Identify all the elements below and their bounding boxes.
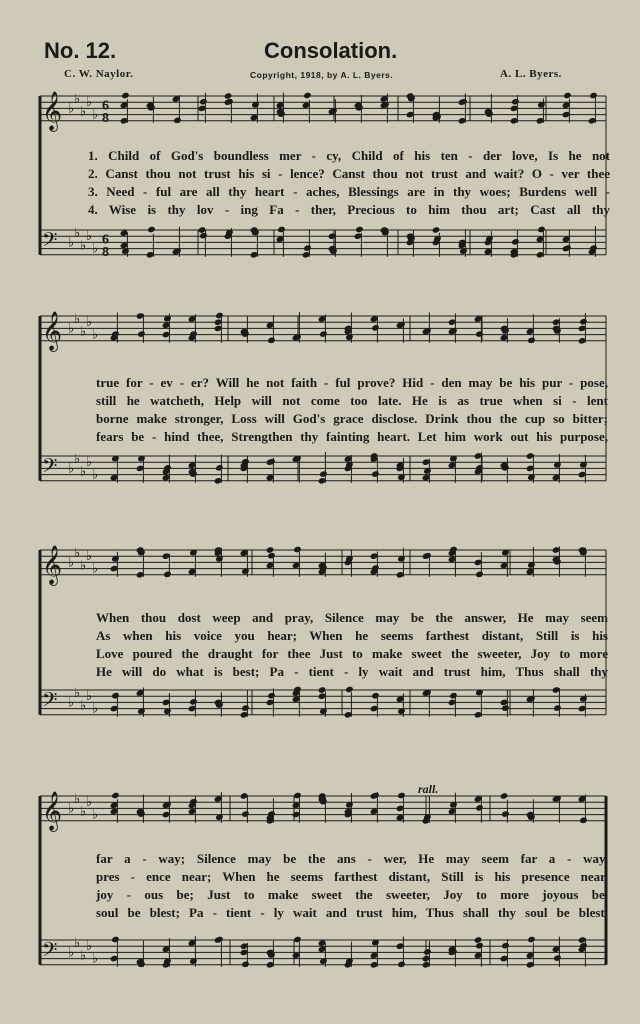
flat-icon: ♭ bbox=[80, 948, 87, 964]
lyric-line: far a - way; Silence may be the ans - wer, He may seem far a - way. bbox=[96, 851, 608, 866]
lyric-line: When thou dost weep and pray, Silence may be the answer, He may seem bbox=[96, 610, 608, 625]
notehead bbox=[267, 692, 276, 700]
flat-icon: ♭ bbox=[68, 945, 75, 961]
flat-icon: ♭ bbox=[86, 549, 93, 565]
notehead bbox=[589, 92, 598, 100]
notehead bbox=[241, 704, 250, 712]
flat-icon: ♭ bbox=[86, 95, 93, 111]
notehead bbox=[527, 936, 536, 944]
notehead bbox=[553, 954, 562, 962]
flat-icon: ♭ bbox=[74, 792, 81, 808]
flat-icon: ♭ bbox=[92, 701, 99, 717]
flat-icon: ♭ bbox=[80, 464, 87, 480]
flat-icon: ♭ bbox=[92, 561, 99, 577]
flat-icon: ♭ bbox=[68, 555, 75, 571]
notehead bbox=[371, 324, 380, 332]
notehead bbox=[371, 692, 380, 700]
flat-icon: ♭ bbox=[74, 452, 81, 468]
bass-clef-icon: 𝄢 bbox=[42, 687, 58, 716]
notehead bbox=[397, 961, 406, 969]
notehead bbox=[475, 571, 484, 579]
lyric-line: fears be - hind thee, Strengthen thy fainting heart. Let him work out his purpose, bbox=[96, 429, 608, 444]
tempo-direction: rall. bbox=[418, 782, 439, 796]
notehead bbox=[449, 692, 458, 700]
notehead bbox=[266, 546, 275, 554]
flat-icon: ♭ bbox=[68, 101, 75, 117]
notehead bbox=[111, 936, 120, 944]
notehead bbox=[163, 571, 172, 579]
copyright-notice: Copyright, 1918, by A. L. Byers. bbox=[250, 70, 394, 80]
notehead bbox=[579, 318, 588, 326]
flat-icon: ♭ bbox=[80, 698, 87, 714]
notehead bbox=[345, 686, 354, 694]
lyric-line: borne make stronger, Loss will God's grace disclose. Drink thou the cup so bitter; bbox=[96, 411, 608, 426]
notehead bbox=[319, 330, 328, 338]
bass-clef-icon: 𝄢 bbox=[42, 227, 58, 256]
notehead bbox=[121, 92, 130, 100]
bass-clef-icon: 𝄢 bbox=[42, 937, 58, 966]
time-signature: 6 bbox=[102, 232, 109, 248]
time-signature: 8 bbox=[102, 244, 109, 260]
notehead bbox=[474, 936, 483, 944]
notehead bbox=[563, 92, 572, 100]
lyric-line: still he watcheth, Help will not come too late. He is as true when si - lent bbox=[96, 393, 608, 408]
notehead bbox=[224, 92, 233, 100]
flat-icon: ♭ bbox=[74, 936, 81, 952]
notehead bbox=[397, 792, 406, 800]
notehead bbox=[500, 792, 509, 800]
notehead bbox=[527, 337, 536, 345]
notehead bbox=[199, 98, 208, 106]
lyric-line: 3. Need - ful are all thy heart - aches, Blessings are in thy woes; Burdens well - bbox=[88, 184, 610, 199]
lyric-line: He will do what is best; Pa - tient - ly wait and trust him, Thus shall thy bbox=[96, 664, 608, 679]
author-credit: C. W. Naylor. bbox=[64, 68, 134, 80]
flat-icon: ♭ bbox=[80, 804, 87, 820]
notehead bbox=[537, 226, 546, 234]
flat-icon: ♭ bbox=[92, 467, 99, 483]
lyric-line: 2. Canst thou not trust his si - lence? Canst thou not trust and wait? O - ver thee bbox=[88, 166, 610, 181]
notehead bbox=[173, 117, 182, 125]
notehead bbox=[319, 470, 328, 478]
notehead bbox=[432, 226, 441, 234]
notehead bbox=[267, 552, 276, 560]
notehead bbox=[241, 961, 250, 969]
treble-clef-icon: 𝄞 bbox=[42, 311, 63, 352]
flat-icon: ♭ bbox=[68, 461, 75, 477]
notehead bbox=[137, 330, 146, 338]
lyric-line: true for - ev - er? Will he not faith - ful prove? Hid - den may be his pur - pose, bbox=[96, 375, 608, 390]
notehead bbox=[111, 692, 120, 700]
notehead bbox=[355, 226, 364, 234]
notehead bbox=[189, 698, 198, 706]
notehead bbox=[303, 244, 312, 252]
notehead bbox=[111, 792, 120, 800]
flat-icon: ♭ bbox=[86, 315, 93, 331]
flat-icon: ♭ bbox=[74, 226, 81, 242]
notehead bbox=[267, 337, 276, 345]
notehead bbox=[511, 238, 520, 246]
flat-icon: ♭ bbox=[80, 558, 87, 574]
lyric-line: pres - ence near; When he seems farthest distant, Still is his presence near. bbox=[96, 869, 608, 884]
notehead bbox=[277, 226, 286, 234]
lyric-line: Love poured the draught for thee Just to make sweet the sweeter, Joy to more bbox=[96, 646, 608, 661]
time-signature: 8 bbox=[102, 110, 109, 126]
notehead bbox=[215, 312, 224, 320]
flat-icon: ♭ bbox=[68, 321, 75, 337]
notehead bbox=[371, 470, 380, 478]
notehead bbox=[501, 704, 510, 712]
flat-icon: ♭ bbox=[92, 107, 99, 123]
flat-icon: ♭ bbox=[86, 795, 93, 811]
notehead bbox=[579, 817, 588, 825]
flat-icon: ♭ bbox=[86, 229, 93, 245]
flat-icon: ♭ bbox=[68, 235, 75, 251]
bass-clef-icon: 𝄢 bbox=[42, 453, 58, 482]
hymn-title: Consolation. bbox=[264, 38, 398, 63]
notehead bbox=[423, 948, 432, 956]
flat-icon: ♭ bbox=[74, 686, 81, 702]
treble-clef-icon: 𝄞 bbox=[42, 545, 63, 586]
hymn-number: No. 12. bbox=[44, 38, 117, 63]
treble-clef-icon: 𝄞 bbox=[42, 91, 63, 132]
flat-icon: ♭ bbox=[86, 455, 93, 471]
notehead bbox=[241, 810, 250, 818]
flat-icon: ♭ bbox=[68, 801, 75, 817]
notehead bbox=[303, 92, 312, 100]
lyric-line: 4. Wise is thy lov - ing Fa - ther, Precious to him thou art; Cast all thy bbox=[88, 202, 610, 217]
notehead bbox=[501, 810, 510, 818]
notehead bbox=[199, 232, 208, 240]
notehead bbox=[215, 464, 224, 472]
flat-icon: ♭ bbox=[92, 807, 99, 823]
time-signature: 6 bbox=[102, 98, 109, 114]
notehead bbox=[501, 942, 510, 950]
notehead bbox=[511, 98, 520, 106]
notehead bbox=[475, 804, 484, 812]
flat-icon: ♭ bbox=[68, 695, 75, 711]
flat-icon: ♭ bbox=[74, 312, 81, 328]
flat-icon: ♭ bbox=[86, 939, 93, 955]
treble-clef-icon: 𝄞 bbox=[42, 791, 63, 832]
flat-icon: ♭ bbox=[80, 238, 87, 254]
notehead bbox=[475, 942, 484, 950]
flat-icon: ♭ bbox=[92, 951, 99, 967]
lyric-line: joy - ous be; Just to make sweet the sweeter, Joy to more joyous be. bbox=[96, 887, 608, 902]
flat-icon: ♭ bbox=[74, 546, 81, 562]
notehead bbox=[147, 226, 156, 234]
notehead bbox=[553, 704, 562, 712]
flat-icon: ♭ bbox=[86, 689, 93, 705]
lyric-line: As when his voice you hear; When he seems farthest distant, Still is his bbox=[96, 628, 608, 643]
notehead bbox=[293, 546, 302, 554]
flat-icon: ♭ bbox=[92, 327, 99, 343]
lyric-line: 1. Child of God's boundless mer - cy, Child of his ten - der love, Is he not bbox=[88, 148, 610, 163]
flat-icon: ♭ bbox=[92, 241, 99, 257]
flat-icon: ♭ bbox=[80, 104, 87, 120]
flat-icon: ♭ bbox=[80, 324, 87, 340]
composer-credit: A. L. Byers. bbox=[500, 68, 562, 80]
flat-icon: ♭ bbox=[74, 92, 81, 108]
lyric-line: soul be blest; Pa - tient - ly wait and trust him, Thus shall thy soul be blest. bbox=[96, 905, 608, 920]
